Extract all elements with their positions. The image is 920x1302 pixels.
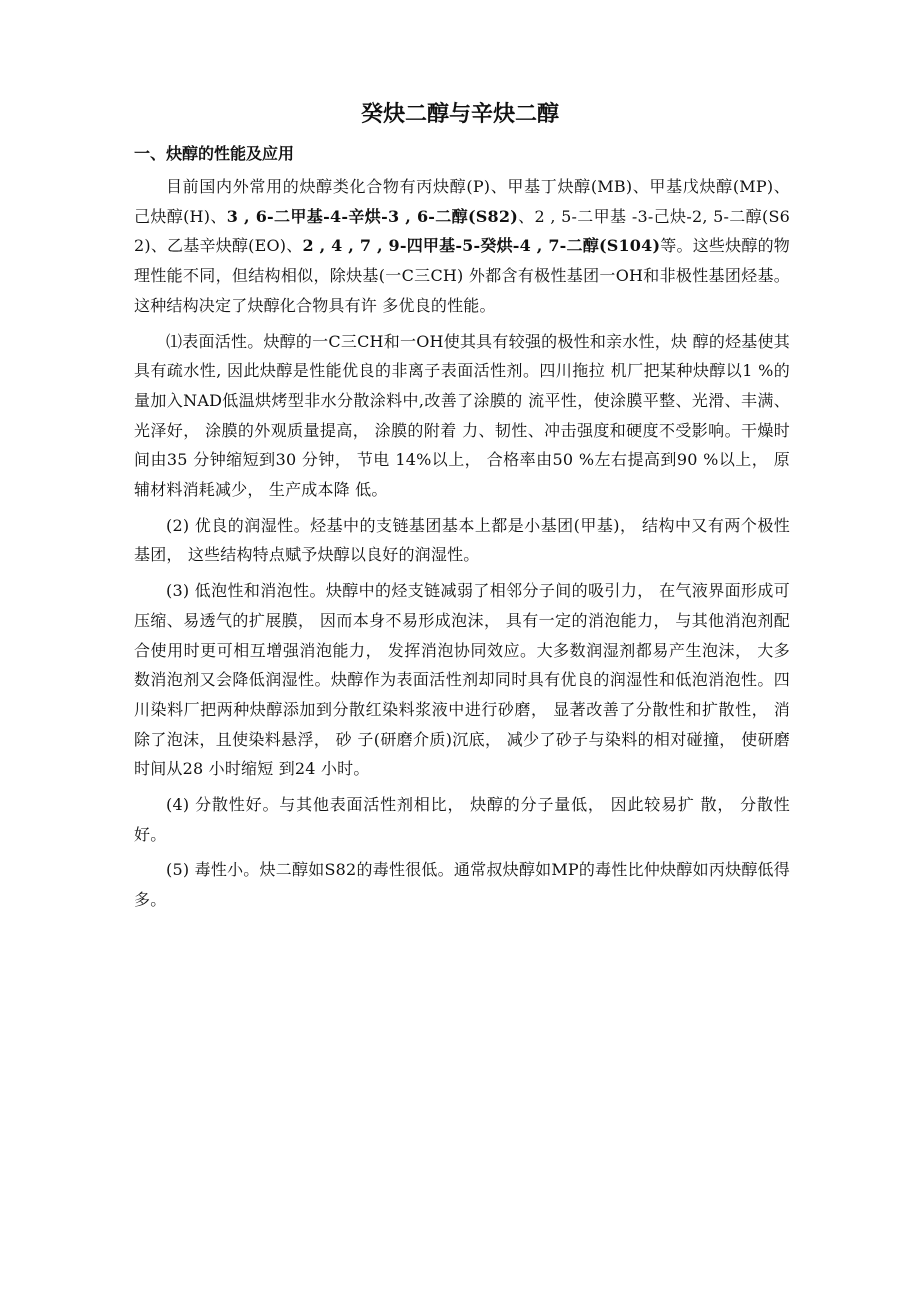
document-title: 癸炔二醇与辛炔二醇: [360, 102, 559, 127]
intro-text-2: 、2 , 5-二甲基 -3-己炔-2, 5-二醇(S62)、乙基辛炔醇(EO)、: [134, 206, 790, 256]
section-heading: 一、炔醇的性能及应用: [134, 144, 295, 163]
paragraph-wetting: (2) 优良的润湿性。烃基中的支链基团基本上都是小基团(甲基)， 结构中又有两个极性基团， 这些结构特点赋予炔醇以良好的润湿性。: [134, 515, 790, 565]
intro-paragraph: [134, 172, 790, 321]
intro-text-1: 目前国内外常用的炔醇类化合物有丙炔醇(P)、甲基丁炔醇(MB)、甲基戊炔醇(MP)、己炔醇(H)、: [134, 177, 790, 226]
intro-bold-s82: 3 , 6-二甲基-4-辛烘-3 , 6-二醇(S82): [226, 206, 518, 226]
paragraph-defoaming: (3) 低泡性和消泡性。炔醇中的烃支链减弱了相邻分子间的吸引力， 在气液界面形成可压缩、易透气的扩展膜， 因而本身不易形成泡沫， 具有一定的消泡能力， 与其他消泡剂配合使用时更可相互增强消泡能力， 发挥消泡协同效应。大多数润湿剂都易产生泡沫， 大多数消泡剂又会降低润湿性。炔醇作为表面活性剂却同时具有优良的润湿性和低泡消泡性。四川染料厂把两种炔醇添加到分散红染料浆液中进行砂磨， 显著改善了分散性和扩散性， 消除了泡沫，且使染料悬浮， 砂 子(研磨介质)沉底， 减少了砂子与染料的相对碰撞， 使研磨时间从28 小时缩短 到24 小时。: [134, 581, 790, 779]
intro-bold-s104: 2 , 4 , 7 , 9-四甲基-5-癸烘-4 , 7-二醇(S104): [302, 236, 661, 256]
intro-text-3: 等。这些炔醇的物理性能不同，但结构相似，除炔基(一C三CH) 外都含有极性基团一OH和非极性基团烃基。这种结构决定了炔醇化合物具有许 多优良的性能。: [134, 236, 790, 315]
paragraph-surface-activity: ⑴表面活性。炔醇的一C三CH和一OH使其具有较强的极性和亲水性，炔 醇的烃基使其具有疏水性, 因此炔醇是性能优良的非离子表面活性剂。四川拖拉 机厂把某种炔醇以1 %的量加入NAD低温烘烤型非水分散涂料中,改善了涂膜的 流平性，使涂膜平整、光滑、丰满、光泽好， 涂膜的外观质量提高， 涂膜的附着 力、韧性、冲击强度和硬度不受影响。干燥时间由35 分钟缩短到30 分钟， 节电 14%以上， 合格率由50 %左右提高到90 %以上， 原辅材料消耗减少， 生产成本降 低。: [134, 331, 790, 500]
paragraph-dispersion: (4) 分散性好。与其他表面活性剂相比， 炔醇的分子量低， 因此较易扩 散， 分散性好。: [134, 795, 790, 844]
paragraph-toxicity: (5) 毒性小。炔二醇如S82的毒性很低。通常叔炔醇如MP的毒性比仲炔醇如丙炔醇低得多。: [134, 860, 790, 910]
document-body: [134, 172, 790, 921]
